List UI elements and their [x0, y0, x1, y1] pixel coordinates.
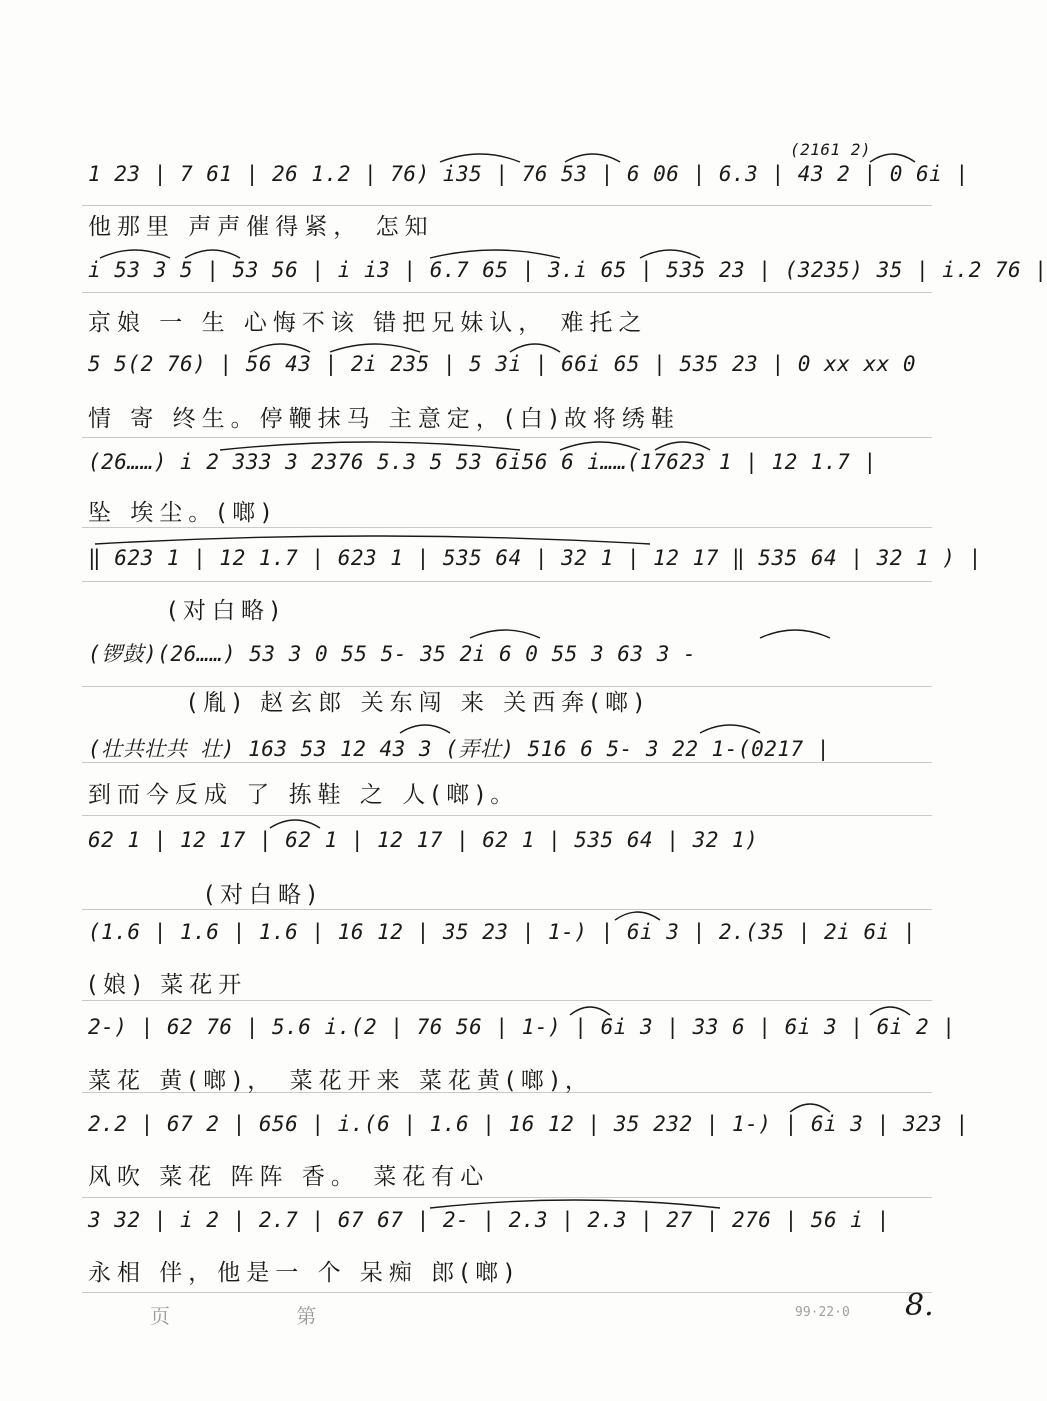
lyric-line: 京娘 一 生 心悔不该 错把兄妹认， 难托之: [88, 310, 648, 336]
notation-line: 2-) | 62 76 | 5.6 i.(2 | 76 56 | 1-) | 6i 3 | 33 6 | 6i 3 | 6i 2 |: [88, 1015, 956, 1039]
lyric-line: (胤) 赵玄郎 关东闯 来 关西奔(啷): [188, 690, 650, 716]
ruled-line: [82, 292, 932, 293]
slur-arc: [655, 442, 710, 450]
ruled-line: [82, 1197, 932, 1198]
ruled-line: [82, 581, 932, 582]
slur-arc: [440, 154, 520, 162]
lyric-line: (娘) 菜花开: [88, 972, 248, 998]
notation-line: 1 23 | 7 61 | 26 1.2 | 76) i35 | 76 53 | 6 06 | 6.3 | 43 2 | 0 6i |: [88, 162, 969, 186]
slur-arc: [570, 1007, 610, 1015]
slur-arc: [430, 250, 560, 258]
ruled-line: [82, 527, 932, 528]
slur-arc: [870, 1007, 910, 1015]
ruled-line: [82, 1292, 932, 1293]
notation-line: (1.6 | 1.6 | 1.6 | 16 12 | 35 23 | 1-) | 6i 3 | 2.(35 | 2i 6i |: [88, 920, 917, 944]
ruled-line: [82, 909, 932, 910]
slur-arc: [95, 536, 650, 544]
slur-arc: [760, 630, 830, 638]
slur-arc: [220, 442, 520, 450]
notation-line: (26……) i 2 333 3 2376 5.3 5 53 6i56 6 i……(17623 1 | 12 1.7 |: [88, 450, 877, 474]
slur-arc: [470, 630, 540, 638]
page-number: 8.: [905, 1288, 934, 1323]
notation-line: 62 1 | 12 17 | 62 1 | 12 17 | 62 1 | 535 64 | 32 1): [88, 828, 759, 852]
lyric-line: 到而今反成 了 拣鞋 之 人(啷)。: [88, 782, 520, 808]
slur-arc: [250, 344, 310, 352]
page-footer-date: 99·22·0: [795, 1305, 850, 1320]
notation-line: ‖ 623 1 | 12 1.7 | 623 1 | 535 64 | 32 1 | 12 17 ‖ 535 64 | 32 1 ) |: [88, 546, 982, 570]
slur-arc: [185, 250, 240, 258]
notation-line: 2.2 | 67 2 | 656 | i.(6 | 1.6 | 16 12 | 35 232 | 1-) | 6i 3 | 323 |: [88, 1112, 969, 1136]
lyric-line: 永相 伴，他是一 个 呆痴 郎(啷): [88, 1260, 520, 1286]
slur-arc: [100, 250, 170, 258]
notation-line: (壮共壮共 壮) 163 53 12 43 3 (弄壮) 516 6 5- 3 22 1-(0217 |: [88, 737, 830, 761]
ruled-line: [82, 437, 932, 438]
notation-line: (锣鼓)(26……) 53 3 0 55 5- 35 2i 6 0 55 3 63 3 -: [88, 642, 697, 666]
slur-arc: [700, 725, 760, 733]
lyric-line: 情 寄 终生。停鞭抹马 主意定，(白)故将绣鞋: [88, 406, 680, 432]
slur-arc: [790, 1104, 830, 1112]
slur-arc: [615, 912, 660, 920]
ruled-line: [82, 205, 932, 206]
page-footer-mark: 页 第: [150, 1304, 377, 1328]
ruled-line: [82, 815, 932, 816]
slur-arc: [430, 1200, 720, 1208]
slur-arc: [510, 344, 560, 352]
annotation-line: (2161 2): [790, 140, 872, 159]
slur-arc: [330, 344, 420, 352]
notation-line: i 53 3 5 | 53 56 | i i3 | 6.7 65 | 3.i 65 | 535 23 | (3235) 35 | i.2 76 |: [88, 258, 1047, 282]
lyric-line: 他那里 声声催得紧， 怎知: [88, 214, 434, 240]
slur-arc: [565, 154, 620, 162]
slur-arc: [400, 725, 450, 733]
lyric-line: 坠 埃尘。(啷): [88, 500, 277, 526]
slur-arc: [270, 820, 320, 828]
slur-arc: [640, 250, 700, 258]
ruled-line: [82, 1000, 932, 1001]
lyric-line: 菜花 黄(啷)， 菜花开来 菜花黄(啷)，: [88, 1068, 594, 1094]
slur-arc: [560, 442, 640, 450]
notation-line: 5 5(2 76) | 56 43 | 2i 235 | 5 3i | 66i 65 | 535 23 | 0 xx xx 0: [88, 352, 917, 376]
dialogue-omitted-note: (对白略): [205, 882, 322, 908]
lyric-line: 风吹 菜花 阵阵 香。 菜花有心: [88, 1164, 490, 1190]
dialogue-omitted-note: (对白略): [168, 598, 285, 624]
notation-line: 3 32 | i 2 | 2.7 | 67 67 | 2- | 2.3 | 2.3 | 27 | 276 | 56 i |: [88, 1208, 890, 1232]
